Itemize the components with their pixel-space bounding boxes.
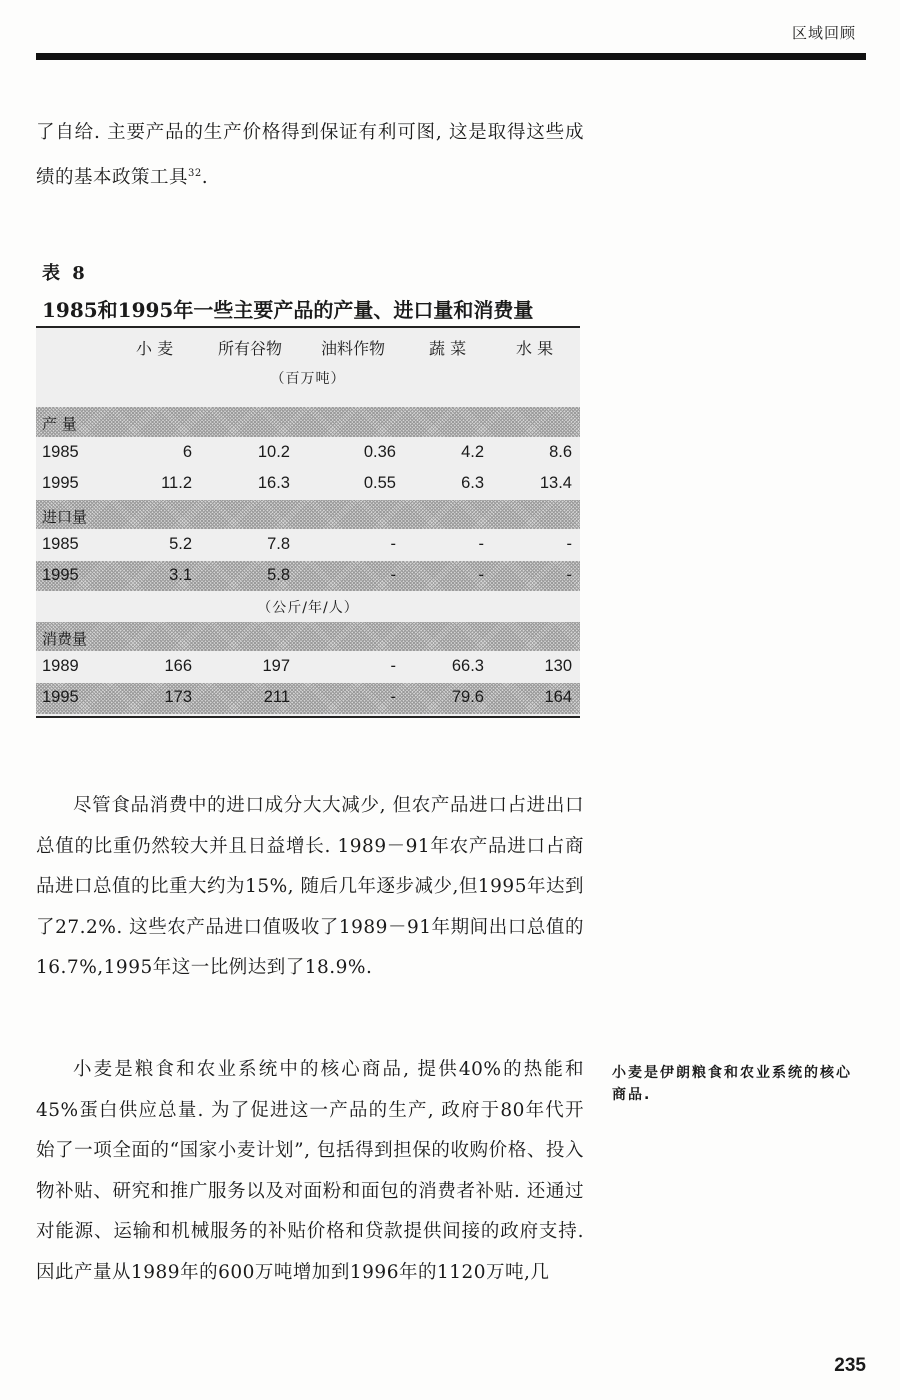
- col-header-oilseeds: 油料作物: [321, 339, 386, 358]
- section-row-consumption: [36, 622, 580, 651]
- table-row: [36, 683, 580, 714]
- cell-cereals: 211: [263, 688, 290, 706]
- cell-vegetables: -: [478, 535, 484, 553]
- table-row: [36, 530, 580, 560]
- section-label: 进口量: [42, 508, 88, 526]
- cell-cereals: 197: [262, 657, 290, 675]
- cell-vegetables: 79.6: [451, 688, 484, 706]
- col-header-fruit: 水 果: [516, 339, 554, 358]
- cell-vegetables: 4.2: [461, 443, 484, 461]
- cell-fruit: -: [566, 535, 572, 553]
- paragraph-text: 了自给. 主要产品的生产价格得到保证有利可图, 这是取得这些成绩的基本政策工具: [36, 122, 584, 188]
- header-rule: [36, 53, 866, 60]
- margin-note: 小麦是伊朗粮食和农业系统的核心商品.: [612, 1065, 852, 1103]
- cell-fruit: 8.6: [549, 443, 572, 461]
- cell-oilseeds: 0.36: [363, 443, 396, 461]
- cell-wheat: 5.2: [169, 535, 192, 553]
- cell-fruit: -: [566, 566, 572, 584]
- row-year: 1985: [42, 535, 79, 553]
- row-year: 1995: [42, 474, 79, 492]
- cell-wheat: 173: [164, 688, 192, 706]
- cell-wheat: 6: [182, 443, 192, 461]
- row-year: 1995: [42, 688, 79, 706]
- cell-wheat: 11.2: [161, 474, 192, 492]
- row-year: 1989: [42, 657, 79, 675]
- row-year: 1995: [42, 566, 79, 584]
- cell-vegetables: -: [478, 566, 484, 584]
- col-header-vegetables: 蔬 菜: [429, 339, 467, 358]
- cell-vegetables: 66.3: [451, 657, 484, 675]
- table-row: [36, 438, 580, 468]
- cell-oilseeds: -: [390, 688, 396, 706]
- row-year: 1985: [42, 443, 79, 461]
- cell-fruit: 130: [544, 657, 572, 675]
- paragraph-end: .: [201, 166, 209, 188]
- cell-cereals: 16.3: [257, 474, 290, 492]
- cell-oilseeds: -: [390, 566, 396, 584]
- table-row: [36, 469, 580, 499]
- cell-oilseeds: -: [390, 535, 396, 553]
- section-row-production: [36, 407, 580, 437]
- paragraph-text: 小麦是粮食和农业系统中的核心商品, 提供40%的热能和45%蛋白供应总量. 为了促进这一产品的生产, 政府于80年代开始了一项全面的“国家小麦计划”, 包括得到担保的收购价格、投入物补贴、研究和推广服务以及对面粉和面包的消费者补贴. 还通过对能源、运输和机械服务的补贴价格和贷款提供间接的政府支持. 因此产量从1989年的600万吨增加到1996年的1120万吨,几: [36, 1059, 584, 1283]
- page-number: 235: [834, 1355, 866, 1376]
- cell-fruit: 164: [544, 688, 572, 706]
- paragraph-text: 尽管食品消费中的进口成分大大减少, 但农产品进口占进出口总值的比重仍然较大并且日益增长. 1989－91年农产品进口占商品进口总值的比重大约为15%, 随后几年逐步减少,但1995年达到了27.2%. 这些农产品进口值吸收了1989－91年期间出口总值的16.7%,1995年这一比例达到了18.9%.: [36, 795, 584, 978]
- section-label: 产 量: [42, 415, 77, 433]
- cell-oilseeds: 0.55: [363, 474, 396, 492]
- cell-cereals: 5.8: [267, 566, 290, 584]
- section-row-imports: [36, 500, 580, 529]
- table-row: [36, 652, 580, 682]
- footnote-ref: 32: [188, 167, 202, 179]
- cell-cereals: 10.2: [257, 443, 290, 461]
- cell-oilseeds: -: [390, 657, 396, 675]
- col-header-cereals: 所有谷物: [218, 339, 283, 358]
- unit-kg-per-year-per-person: （公斤/年/人）: [257, 600, 359, 616]
- paragraph-continuation: [36, 113, 584, 198]
- cell-fruit: 13.4: [539, 474, 572, 492]
- paragraph-imports: [36, 786, 584, 989]
- cell-wheat: 166: [164, 657, 192, 675]
- table-label: 表 8: [42, 263, 88, 284]
- cell-cereals: 7.8: [267, 535, 290, 553]
- cell-wheat: 3.1: [169, 566, 192, 584]
- data-table: [36, 326, 580, 718]
- table-row: [36, 561, 580, 591]
- unit-million-tons: （百万吨）: [270, 371, 346, 387]
- table-title: 1985和1995年一些主要产品的产量、进口量和消费量: [42, 298, 534, 322]
- col-header-wheat: 小 麦: [136, 339, 174, 358]
- cell-vegetables: 6.3: [461, 474, 484, 492]
- running-head: 区域回顾: [791, 24, 856, 42]
- section-label: 消费量: [42, 630, 88, 648]
- paragraph-wheat: [36, 1050, 584, 1293]
